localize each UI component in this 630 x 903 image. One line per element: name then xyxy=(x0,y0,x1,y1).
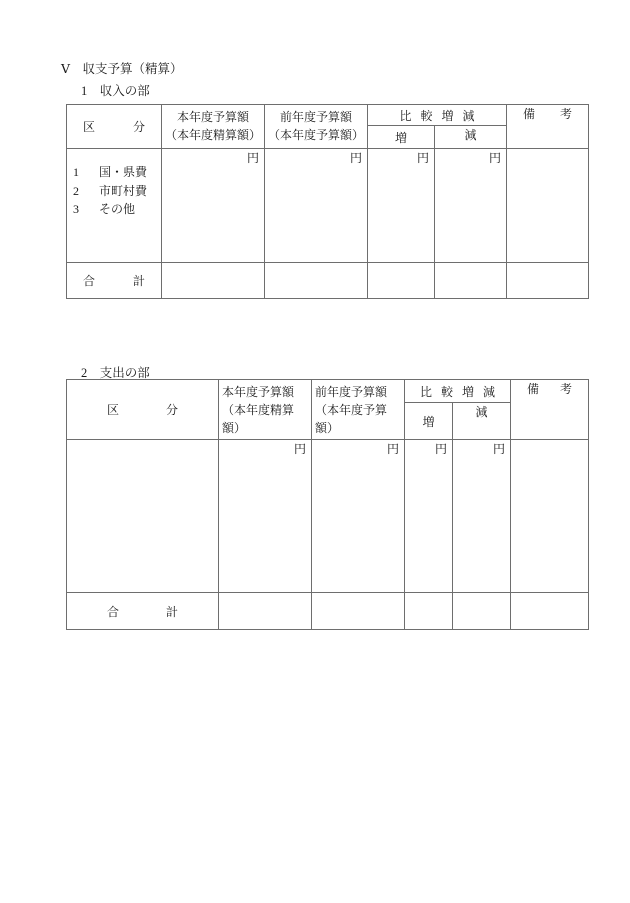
header-current-year-line1: 本年度予算額 xyxy=(176,110,249,124)
cell-total-decrease[interactable] xyxy=(453,593,511,630)
item-number: 3 xyxy=(73,202,79,217)
header-category-char2: 分 xyxy=(132,120,145,134)
total-remarks-value xyxy=(511,593,588,595)
header-cell-comparison-group xyxy=(405,380,511,403)
cell-previous-year-amount[interactable] xyxy=(265,149,368,263)
item-number: 1 xyxy=(73,165,79,179)
list-item xyxy=(73,163,161,182)
header-cell-decrease xyxy=(453,403,511,440)
total-label-char2: 計 xyxy=(165,604,178,619)
cell-total-decrease[interactable] xyxy=(435,263,507,299)
total-increase-value xyxy=(368,263,434,265)
total-label-char1: 合 xyxy=(83,274,96,288)
header-previous-year-line2: （本年度予算 xyxy=(315,403,388,417)
currency-mark-yen: 円 xyxy=(386,442,399,456)
header-current-year-line2: （本年度精算額） xyxy=(164,128,261,142)
cell-total-label xyxy=(67,593,219,630)
currency-mark-yen: 円 xyxy=(434,442,447,456)
total-remarks-value xyxy=(507,263,588,265)
header-cell-previous-year xyxy=(265,105,368,149)
currency-mark-yen: 円 xyxy=(349,151,362,165)
total-label-char2: 計 xyxy=(132,274,145,288)
currency-mark-yen: 円 xyxy=(416,151,429,165)
header-increase-label: 増 xyxy=(394,130,407,145)
header-cell-increase xyxy=(368,126,435,149)
section-heading-expense: 2 支出の部 xyxy=(81,366,150,380)
header-remarks-char1: 備 xyxy=(527,382,540,396)
total-current-year-value xyxy=(162,263,264,265)
header-increase-label: 増 xyxy=(422,414,435,429)
currency-mark-yen: 円 xyxy=(293,442,306,456)
expense-budget-table xyxy=(66,379,589,630)
table-row xyxy=(67,440,589,593)
cell-decrease-amount[interactable] xyxy=(453,440,511,593)
header-remarks-char2: 考 xyxy=(560,107,573,121)
total-previous-year-value xyxy=(265,263,367,265)
currency-mark-yen: 円 xyxy=(489,151,502,165)
cell-remarks[interactable] xyxy=(507,149,589,263)
total-decrease-value xyxy=(453,593,510,595)
header-cell-category xyxy=(67,380,219,440)
header-decrease-label: 減 xyxy=(475,405,488,419)
header-cell-remarks xyxy=(507,105,589,149)
remarks-value xyxy=(507,149,588,151)
cell-total-previous-year[interactable] xyxy=(265,263,368,299)
cell-decrease-amount[interactable] xyxy=(435,149,507,263)
cell-increase-amount[interactable] xyxy=(405,440,453,593)
list-item xyxy=(73,182,161,201)
page-title: Ⅴ 収支予算（精算） xyxy=(61,62,183,76)
header-cell-remarks xyxy=(511,380,589,440)
header-comparison-label: 比 較 増 減 xyxy=(420,384,499,399)
header-category-char2: 分 xyxy=(165,403,178,417)
item-label: 市町村費 xyxy=(99,183,148,198)
cell-total-remarks[interactable] xyxy=(507,263,589,299)
header-previous-year-line1: 前年度予算額 xyxy=(279,110,352,124)
header-previous-year-line2: （本年度予算額） xyxy=(267,128,364,142)
header-cell-decrease xyxy=(435,126,507,149)
cell-total-previous-year[interactable] xyxy=(312,593,405,630)
header-cell-previous-year xyxy=(312,380,405,440)
section-heading-income: 1 収入の部 xyxy=(81,84,150,98)
currency-mark-yen: 円 xyxy=(246,151,259,165)
total-increase-value xyxy=(405,593,452,595)
table-row xyxy=(67,149,589,263)
cell-current-year-amount[interactable] xyxy=(219,440,312,593)
header-cell-current-year xyxy=(162,105,265,149)
item-label: その他 xyxy=(99,202,136,217)
cell-current-year-amount[interactable] xyxy=(162,149,265,263)
table-header-row-top xyxy=(67,105,589,126)
remarks-value xyxy=(511,440,588,442)
header-cell-category xyxy=(67,105,162,149)
cell-total-increase[interactable] xyxy=(405,593,453,630)
income-budget-table xyxy=(66,104,589,299)
header-current-year-line2: （本年度精算 xyxy=(222,403,295,417)
header-category-char1: 区 xyxy=(107,403,120,417)
cell-total-current-year[interactable] xyxy=(219,593,312,630)
total-label-char1: 合 xyxy=(107,604,120,619)
total-current-year-value xyxy=(219,593,311,595)
cell-total-increase[interactable] xyxy=(368,263,435,299)
item-label: 国・県費 xyxy=(99,165,148,179)
total-previous-year-value xyxy=(312,593,404,595)
table-total-row xyxy=(67,263,589,299)
cell-total-label xyxy=(67,263,162,299)
cell-remarks[interactable] xyxy=(511,440,589,593)
header-cell-comparison-group xyxy=(368,105,507,126)
cell-category-items[interactable] xyxy=(67,440,219,593)
header-current-year-line1: 本年度予算額 xyxy=(222,385,295,399)
header-remarks-char2: 考 xyxy=(560,382,573,396)
header-previous-year-line3: 額） xyxy=(315,421,340,435)
item-number: 2 xyxy=(73,183,79,198)
header-cell-increase xyxy=(405,403,453,440)
header-decrease-label: 減 xyxy=(464,128,477,142)
header-previous-year-line1: 前年度予算額 xyxy=(315,385,388,399)
cell-category-items xyxy=(67,149,162,263)
cell-increase-amount[interactable] xyxy=(368,149,435,263)
list-item xyxy=(73,200,161,219)
table-header-row-top xyxy=(67,380,589,403)
table-total-row xyxy=(67,593,589,630)
total-decrease-value xyxy=(435,263,506,265)
header-cell-current-year xyxy=(219,380,312,440)
header-remarks-char1: 備 xyxy=(523,107,536,121)
cell-total-current-year[interactable] xyxy=(162,263,265,299)
cell-total-remarks[interactable] xyxy=(511,593,589,630)
currency-mark-yen: 円 xyxy=(493,442,506,456)
header-category-char1: 区 xyxy=(83,120,96,134)
header-current-year-line3: 額） xyxy=(222,421,247,435)
category-value xyxy=(67,440,218,442)
cell-previous-year-amount[interactable] xyxy=(312,440,405,593)
header-comparison-label: 比 較 増 減 xyxy=(399,108,478,123)
